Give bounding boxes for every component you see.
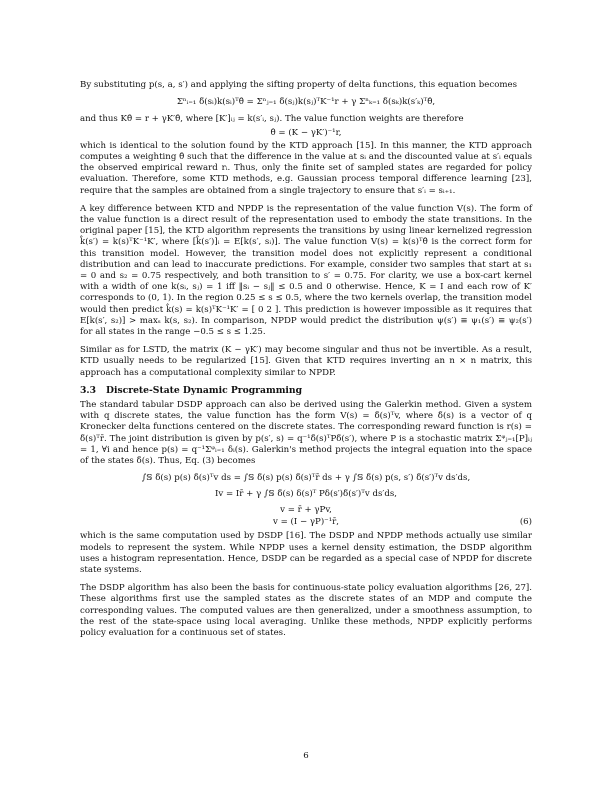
section-title: Discrete-State Dynamic Programming	[106, 384, 303, 396]
equation-block-6	[80, 472, 532, 528]
paragraph-continuous: The DSDP algorithm has also been the basis for continuous-state policy evaluation algorithms [26, 27]. These algorithms first use the sampled states as the discrete states of an MDP and compute the corresponding values. The computed values are then generalized, under a smoothness assumption, to the rest of the state-space using local averaging. Unlike these methods, NPDP explicitly performs policy evaluation for a continuous set of states.	[80, 583, 532, 638]
equation-line-1: ∫𝕊 δ̃(s) p(s) δ̃(s)ᵀv ds = ∫𝕊 δ̃(s) p(s) δ̃(s)ᵀr̄ ds + γ ∫𝕊 δ̃(s) p(s, s′) δ̃(s′)ᵀv ds′ds,	[141, 473, 471, 484]
paragraph-ktd-vs-npdp: A key difference between KTD and NPDP is the representation of the value function V(s). The form of the value function is a direct result of the representation used to embody the state transitions. In the original paper [15], the KTD algorithm represents the transitions by using linear kernelized regression k̂(s′) = k(s)ᵀK⁻¹K′, where [k̂(s′)]ᵢ = E[k(s′, sᵢ)]. The value function V(s) = k(s)ᵀθ̂ is the correct form for this transition model. However, the transition model does not explicitly represent a conditional distribution and can lead to inaccurate predictions. For example, consider two samples that start at s₁ = 0 and s₂ = 0.75 respectively, and both transition to s′ = 0.75. For clarity, we use a box-cart kernel with a width of one k(sᵢ, sⱼ) = 1 iff ‖sᵢ − sⱼ‖ ≤ 0.5 and 0 otherwise. Hence, K = I and each row of K′ corresponds to (0, 1). In the region 0.25 ≤ s ≤ 0.5, where the two kernels overlap, the transition model would then predict k̂(s) = k(s)ᵀK⁻¹K′ = [ 0 2 ]. This prediction is however impossible as it requires that E[k(s′, s₂)] > maxₛ k(s, s₂). In comparison, NPDP would predict the distribution ψ(s′) ≡ ψ₁(s′) ≡ ψ₂(s′) for all states in the range −0.5 ≤ s ≤ 1.25.	[80, 203, 532, 338]
equation-line-4	[80, 516, 532, 528]
paper-body	[80, 80, 532, 639]
section-number: 3.3	[80, 384, 96, 396]
equation-line-4-text: v = (I − γP)⁻¹r̄,	[272, 517, 340, 528]
paragraph-regularization: Similar as for LSTD, the matrix (K − γK′) may become singular and thus not be invertible. As a result, KTD usually needs to be regularized [15]. Given that KTD requires inverting an n × n matrix, this approach has a computational complexity similar to NPDP.	[80, 345, 532, 378]
equation-sum: Σⁿᵢ₌₁ δ̃(sᵢ)k(sᵢ)ᵀθ̂ = Σⁿⱼ₌₁ δ̃(sⱼ)k(sⱼ)ᵀK⁻¹r + γ Σⁿₖ₌₁ δ̃(sₖ)k(s′ₖ)ᵀθ̂,	[176, 97, 436, 108]
paragraph-ktd: which is identical to the solution found by the KTD approach [15]. In this manner, the KTD approach computes a weighting θ̂ such that the difference in the value at sᵢ and the discounted value at s′ᵢ equals the observed empirical reward rᵢ. Thus, only the finite set of sampled states are regarded for policy evaluation. Therefore, some KTD methods, e.g. Gaussian process temporal difference learning [23], require that the samples are obtained from a single trajectory to ensure that s′ᵢ = sᵢ₊₁.	[80, 140, 532, 196]
paragraph-intro: By substituting p(s, a, s′) and applying the sifting property of delta functions, this equation becomes	[80, 80, 518, 90]
paragraph-dsdp-npdp: which is the same computation used by DSDP [16]. The DSDP and NPDP methods actually use similar models to represent the system. While NPDP uses a kernel density estimation, the DSDP algorithm uses a histogram representation. Hence, DSDP can be regarded as a special case of NPDP for discrete state systems.	[80, 531, 532, 575]
section-heading	[80, 385, 532, 396]
page-number: 6	[303, 751, 309, 761]
equation-line-2: Iv = Ir̄ + γ ∫𝕊 δ̃(s) δ(s)ᵀ Pδ(s′)δ̃(s′)ᵀv ds′ds,	[215, 489, 397, 500]
equation-line-3: v = r̄ + γPv,	[280, 505, 332, 516]
paragraph-dsdp: The standard tabular DSDP approach can also be derived using the Galerkin method. Given a system with q discrete states, the value function has the form V(s) = δ̃(s)ᵀv, where δ̃(s) is a vector of q Kronecker delta functions centered on the discrete states. The corresponding reward function is r(s) = δ̃(s)ᵀr̄. The joint distribution is given by p(s′, s) = q⁻¹δ̃(s)ᵀPδ̃(s′), where P is a stochastic matrix Σᵠⱼ₌₁[P]ᵢⱼ = 1, ∀i and hence p(s) = q⁻¹Σᵠᵢ₌₁ δᵢ(s). Galerkin's method projects the integral equation into the space of the states δ̃(s). Thus, Eq. (3) becomes	[80, 400, 532, 467]
equation-number: (6)	[519, 517, 532, 528]
equation-theta: θ̂ = (K − γK′)⁻¹r,	[270, 127, 342, 138]
paragraph-after-eq1: and thus Kθ̂ = r + γK′θ̂, where [K′]ᵢⱼ = k(s′ᵢ, sⱼ). The value function weights are therefore	[80, 114, 464, 125]
